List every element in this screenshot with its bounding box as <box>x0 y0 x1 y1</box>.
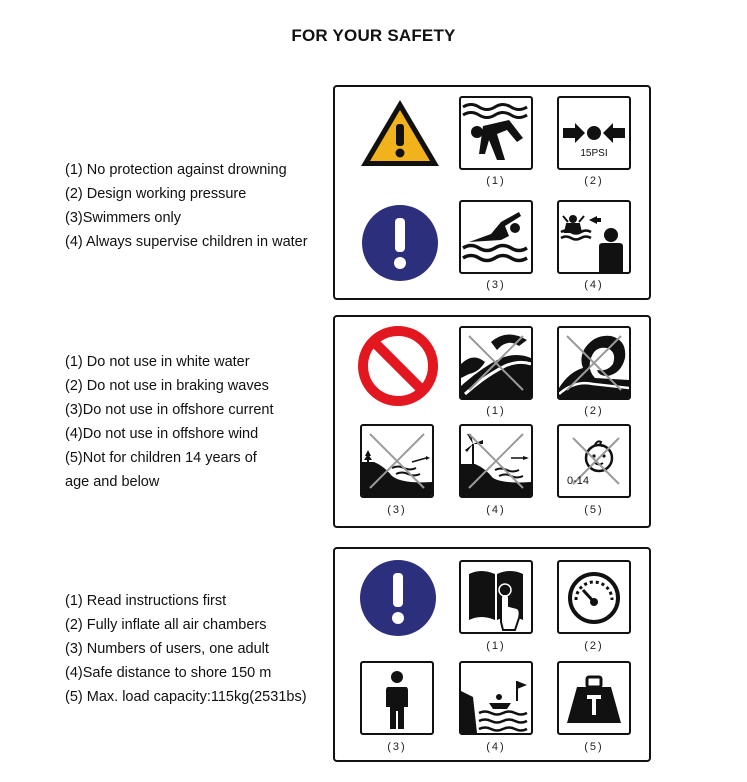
icon-label: (1) <box>486 175 506 187</box>
child-age-icon <box>557 424 631 498</box>
shore-distance-icon <box>459 661 533 735</box>
icon-label: (1) <box>486 640 506 652</box>
section-3-panel <box>333 547 651 762</box>
page-title: FOR YOUR SAFETY <box>291 26 456 45</box>
icon-label: (4) <box>486 504 506 516</box>
icon-label: (3) <box>387 741 407 753</box>
load-weight-icon <box>557 661 631 735</box>
icon-label: (2) <box>584 175 604 187</box>
section-2-panel <box>333 315 651 528</box>
section-1-list <box>65 158 308 254</box>
prohibition-icon <box>357 325 439 407</box>
list-item: age and below <box>65 474 160 490</box>
child-supervision-icon <box>557 200 631 274</box>
pressure-icon <box>557 96 631 170</box>
list-item: (5)Not for children 14 years of <box>65 450 257 466</box>
list-item: (4)Do not use in offshore wind <box>65 426 259 442</box>
list-item: (4) Always supervise children in water <box>65 234 308 250</box>
icon-label: (5) <box>584 504 604 516</box>
icon-label: (2) <box>584 640 604 652</box>
list-item: (3)Do not use in offshore current <box>65 402 274 418</box>
icon-label: (1) <box>486 405 506 417</box>
adult-user-icon <box>360 661 434 735</box>
pressure-gauge-icon <box>557 560 631 634</box>
mandatory-exclamation-icon <box>359 559 437 637</box>
mandatory-exclamation-icon <box>361 204 439 282</box>
drowning-person-icon <box>459 96 533 170</box>
pressure-label: 15PSI <box>580 148 608 159</box>
icon-label: (3) <box>486 279 506 291</box>
list-item: (4)Safe distance to shore 150 m <box>65 665 272 681</box>
swimmer-icon <box>459 200 533 274</box>
list-item: (5) Max. load capacity:115kg(2531bs) <box>65 689 307 705</box>
icon-label: (3) <box>387 504 407 516</box>
list-item: (1) Read instructions first <box>65 593 227 609</box>
icon-label: (5) <box>584 741 604 753</box>
list-item: (1) Do not use in white water <box>65 354 250 370</box>
list-item: (3) Numbers of users, one adult <box>65 641 269 657</box>
list-item: (3)Swimmers only <box>65 210 182 226</box>
age-label: 0-14 <box>567 475 590 487</box>
section-3-list <box>65 589 307 709</box>
icon-label: (4) <box>486 741 506 753</box>
section-2-list <box>65 350 273 494</box>
read-manual-icon <box>459 560 533 634</box>
icon-label: (4) <box>584 279 604 291</box>
offshore-wind-icon <box>459 424 533 498</box>
list-item: (2) Do not use in braking waves <box>65 378 269 394</box>
list-item: (1) No protection against drowning <box>65 162 287 178</box>
icon-label: (2) <box>584 405 604 417</box>
white-water-icon <box>459 326 533 400</box>
list-item: (2) Fully inflate all air chambers <box>65 617 267 633</box>
offshore-current-icon <box>360 424 434 498</box>
section-1-panel <box>333 85 651 300</box>
breaking-wave-icon <box>557 326 631 400</box>
list-item: (2) Design working pressure <box>65 186 247 202</box>
warning-triangle-icon <box>358 97 442 169</box>
